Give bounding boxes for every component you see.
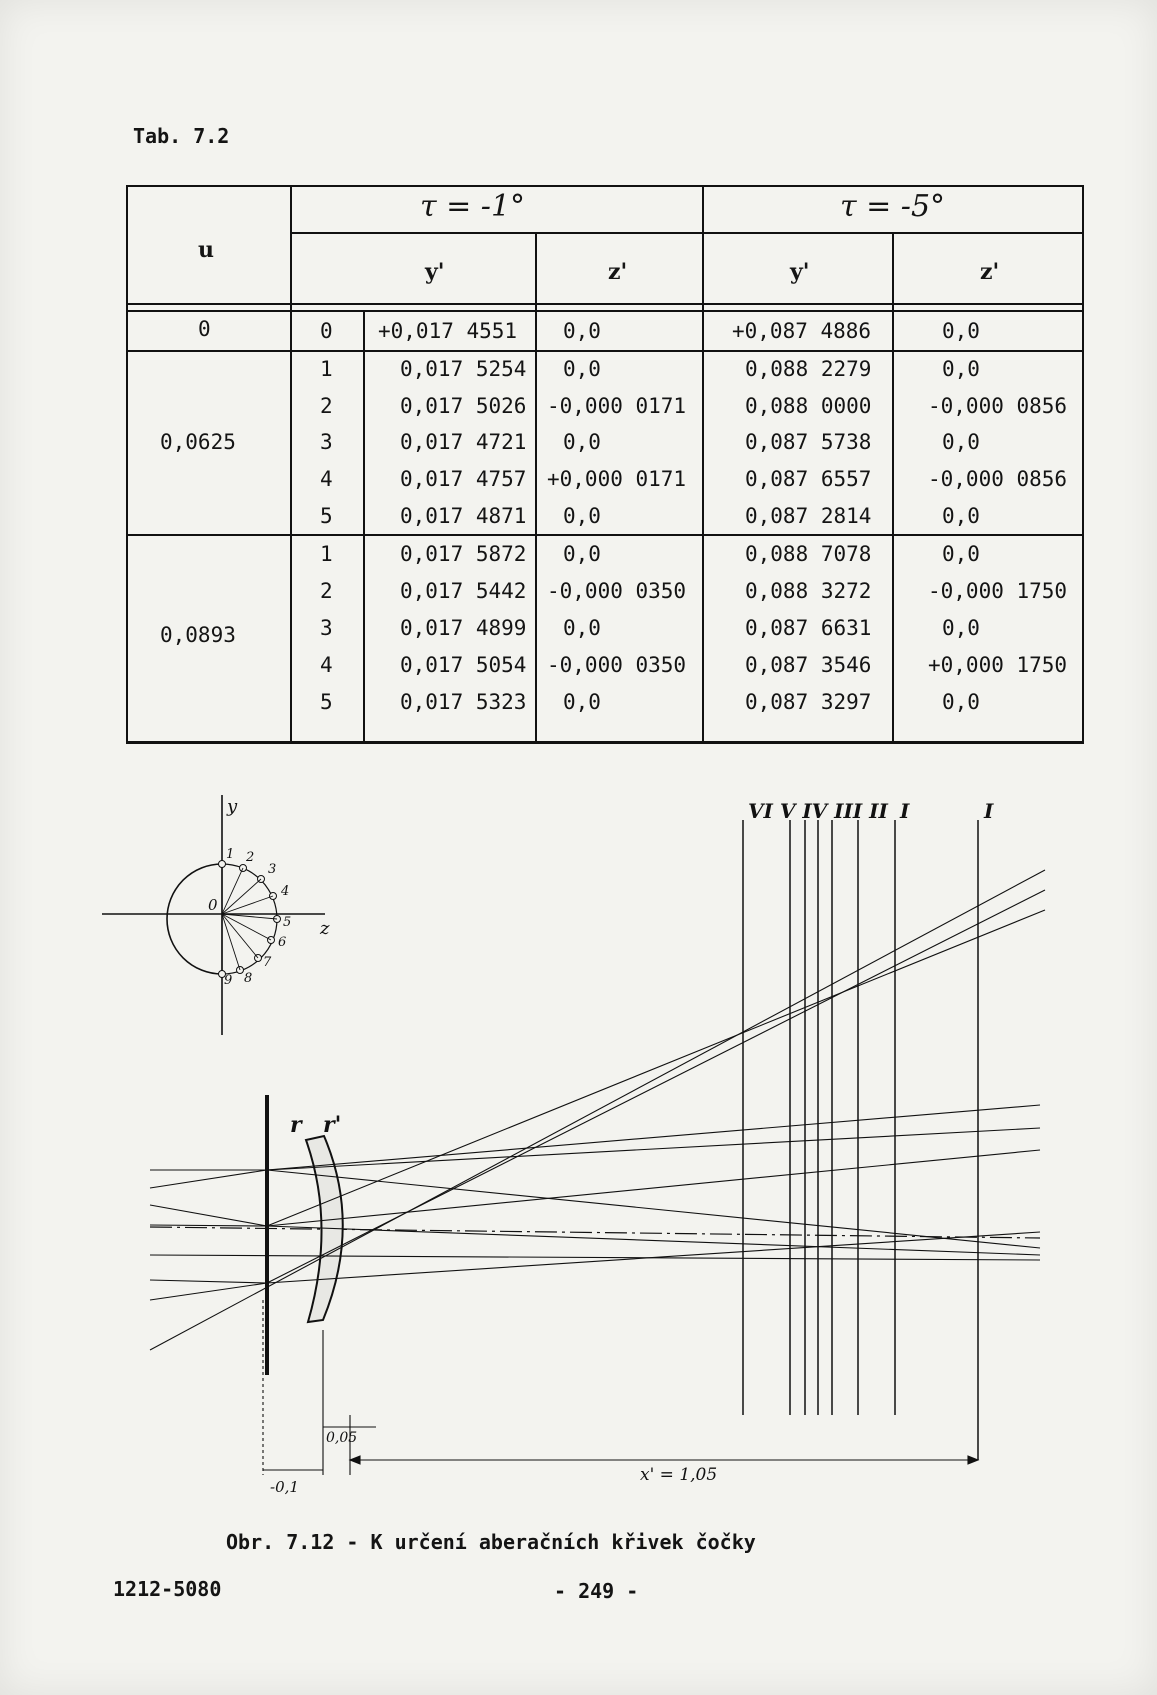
figure-caption: Obr. 7.12 - K určení aberačních křivek čočky xyxy=(226,1530,756,1554)
axis-z-label: z xyxy=(320,918,330,939)
thickness-dimension: 0,05 xyxy=(326,1430,358,1446)
image-plane-label-b: I xyxy=(984,799,994,823)
svg-text:4: 4 xyxy=(281,884,290,899)
svg-text:3: 3 xyxy=(268,862,277,877)
svg-text:8: 8 xyxy=(244,971,253,986)
image-planes xyxy=(743,820,978,1460)
z-prime-header-1: z' xyxy=(608,259,628,285)
aberration-table: u τ = -1° τ = -5° y' z' y' z' 0 0,0625 0,0893 0 +0,017 4551 0,0 +0,087 4886 0,0 1 0,017 5254 0,0 0,088 2279 0,0 2 0,017 5026 -0,000 0171 0,088 0000 -0,000 0856 3 0,017 4721 0,0 0,087 5738 0,0 4 0,017 4757 +0,000 0171 0,087 6557 -0,000 0856 5 0,017 4871 0,0 0,087 2814 0,0 1 0,017 5872 0,0 0,088 7078 0,0 2 0,017 5442 -0,000 0350 0,088 3272 -0,000 1750 3 0,017 4899 0,0 0,087 6631 0,0 4 0,017 5054 -0,000 0350 0,087 3546 +0,000 1750 5 0,017 5323 0,0 0,087 3297 0,0 xyxy=(120,185,1085,745)
lens-ray-diagram xyxy=(0,780,1157,1510)
svg-text:6: 6 xyxy=(278,935,287,950)
svg-text:2: 2 xyxy=(246,850,255,865)
dimension-lines xyxy=(263,1300,978,1475)
svg-text:1: 1 xyxy=(226,847,235,862)
image-distance-dimension: x' = 1,05 xyxy=(640,1465,718,1485)
image-planes-label: VI V IV III II xyxy=(748,799,888,823)
table-label: Tab. 7.2 xyxy=(133,124,230,148)
optical-axis xyxy=(150,1227,1040,1238)
document-code: 1212-5080 xyxy=(113,1577,222,1601)
svg-text:5: 5 xyxy=(283,915,292,930)
z-prime-header-5: z' xyxy=(980,259,1000,285)
axis-y-label: y xyxy=(227,796,238,817)
page-number: - 249 - xyxy=(554,1579,639,1603)
y-prime-header-5: y' xyxy=(790,259,810,285)
surface-r-prime-label: r' xyxy=(323,1112,342,1138)
u-value-0-0893: 0,0893 xyxy=(160,623,236,647)
tau-minus-1-header: τ = -1° xyxy=(420,189,526,224)
origin-label: 0 xyxy=(208,896,218,914)
svg-text:7: 7 xyxy=(263,955,272,970)
surface-r-label: r xyxy=(290,1112,302,1138)
u-value-0: 0 xyxy=(198,317,211,341)
y-prime-header-1: y' xyxy=(425,259,445,285)
u-column-header: u xyxy=(198,237,214,263)
pupil-left-half-circle xyxy=(167,864,222,974)
tau-minus-5-header: τ = -5° xyxy=(840,189,946,224)
svg-text:9: 9 xyxy=(224,973,233,988)
u-value-0-0625: 0,0625 xyxy=(160,430,236,454)
stop-dimension: -0,1 xyxy=(270,1478,299,1496)
image-plane-label-a: I xyxy=(900,799,910,823)
